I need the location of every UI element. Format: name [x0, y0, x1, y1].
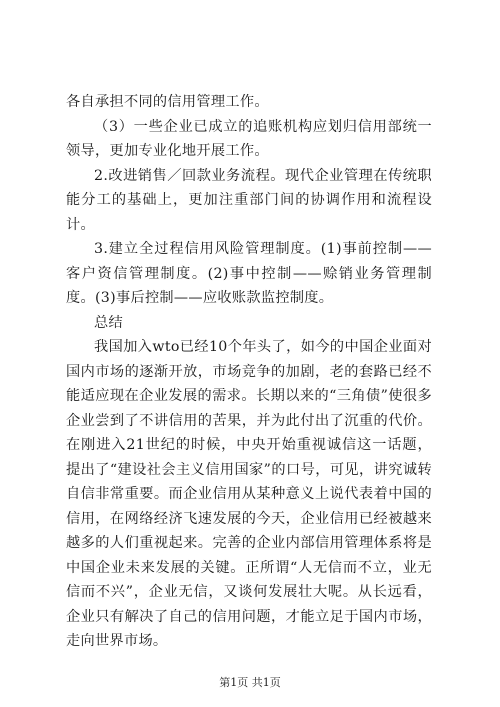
- page-footer: 第1页 共1页: [219, 676, 281, 689]
- paragraph-item-3: （3）一些企业已成立的追账机构应划归信用部统一领导，更加专业化地开展工作。: [66, 118, 432, 159]
- section-heading-summary: 总结: [94, 314, 123, 331]
- document-body: [66, 90, 432, 654]
- paragraph-continuation: 各自承担不同的信用管理工作。: [66, 94, 269, 110]
- paragraph-summary-body: 我国加入wto已经10个年头了，如今的中国企业面对国内市场的逐渐开放，市场竞争的加剧，老的套路已经不能适应现在企业发展的需求。长期以来的“三角债”使很多企业尝到了不讲信用的苦果，并为此付出了沉重的代价。在刚进入21世纪的时候，中央开始重视诚信这一话题，提出了“建设社会主义信用国家”的口号，可见，讲究诚转自信非常重要。而企业信用从某种意义上说代表着中国的信用，在网络经济飞速发展的今天，企业信用已经被越来越多的人们重视起来。完善的企业内部信用管理体系将是中国企业未来发展的关键。正所谓“人无信而不立，业无信而不兴”，企业无信，又谈何发展壮大呢。从长远看，企业只有解决了自己的信用问题，才能立足于国内市场，走向世界市场。: [66, 339, 432, 649]
- paragraph-risk-management: 3.建立全过程信用风险管理制度。(1)事前控制——客户资信管理制度。(2)事中控制——赊销业务管理制度。(3)事后控制——应收账款监控制度。: [66, 241, 432, 306]
- paragraph-sales-process: 2.改进销售／回款业务流程。现代企业管理在传统职能分工的基础上，更加注重部门间的协调作用和流程设计。: [66, 167, 432, 233]
